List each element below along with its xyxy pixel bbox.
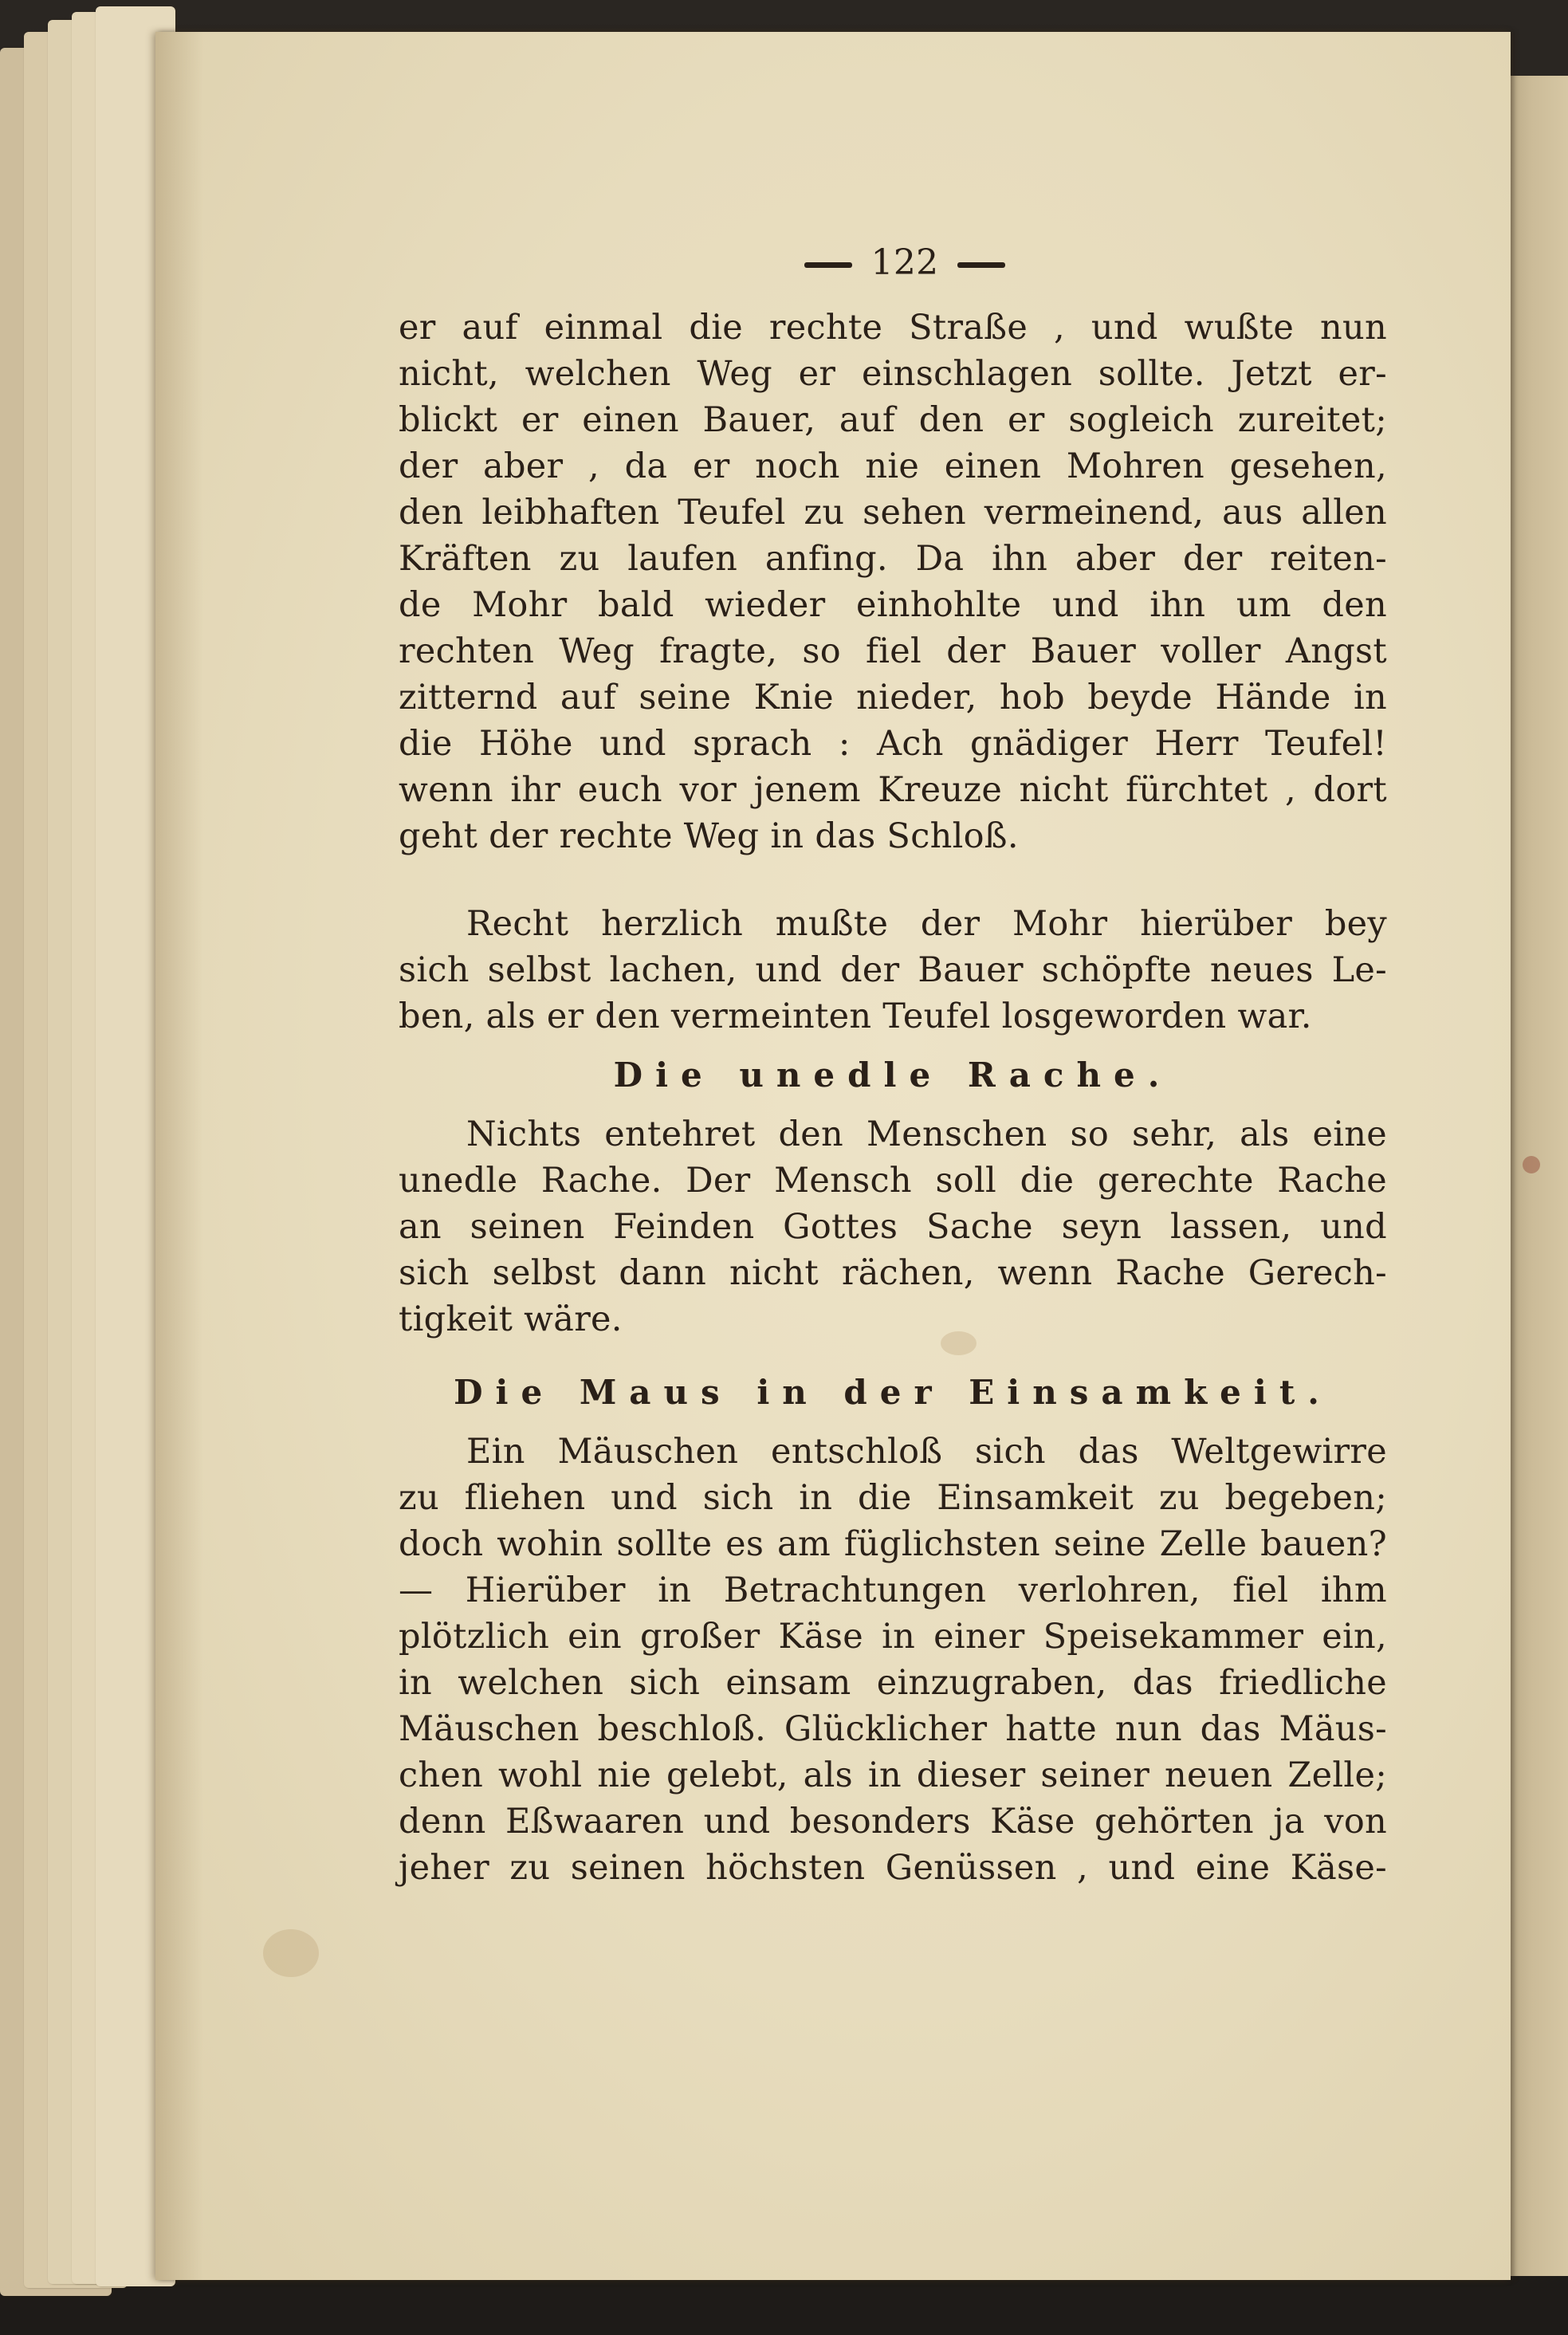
text-line: sich selbst dann nicht rächen, wenn Rache Gerech-: [399, 1253, 1387, 1293]
facing-page-edge: [1507, 76, 1568, 2276]
header-ornament-right: [957, 262, 1005, 268]
text-line: zitternd auf seine Knie nieder, hob beyde Hände in: [399, 678, 1387, 717]
header-ornament-left: [804, 262, 852, 268]
page-header: [422, 231, 1387, 295]
text-line: an seinen Feinden Gottes Sache seyn lassen, und: [399, 1207, 1387, 1247]
text-line: nicht, welchen Weg er einschlagen sollte. Jetzt er-: [399, 354, 1387, 394]
section-heading: Die unedle Rache.: [613, 1055, 1173, 1095]
text-line: die Höhe und sprach : Ach gnädiger Herr Teufel!: [399, 724, 1387, 764]
text-line: der aber , da er noch nie einen Mohren gesehen,: [399, 446, 1387, 486]
page-stain: [263, 1929, 319, 1977]
text-line: sich selbst lachen, und der Bauer schöpfte neues Le-: [399, 950, 1387, 990]
text-line: jeher zu seinen höchsten Genüssen , und eine Käse-: [399, 1848, 1387, 1888]
paragraph: [399, 1111, 1387, 1342]
text-line: Ein Mäuschen entschloß sich das Weltgewirre: [466, 1432, 1387, 1472]
page-stain: [1523, 1156, 1540, 1173]
section-heading: Die Maus in der Einsamkeit.: [454, 1373, 1332, 1412]
text-line: Kräften zu laufen anfing. Da ihn aber der reiten-: [399, 539, 1387, 579]
paragraph-gap: [399, 1342, 1387, 1357]
text-line: Nichts entehret den Menschen so sehr, als eine: [466, 1114, 1387, 1154]
paragraph-gap: [399, 859, 1387, 901]
text-line: plötzlich ein großer Käse in einer Speisekammer ein,: [399, 1617, 1387, 1657]
text-line: in welchen sich einsam einzugraben, das friedliche: [399, 1663, 1387, 1703]
text-line: blickt er einen Bauer, auf den er sogleich zureitet;: [399, 400, 1387, 440]
text-line: de Mohr bald wieder einhohlte und ihn um den: [399, 585, 1387, 625]
text-line: denn Eßwaaren und besonders Käse gehörten ja von: [399, 1802, 1387, 1842]
page-number: 122: [870, 242, 939, 283]
text-line: er auf einmal die rechte Straße , und wußte nun: [399, 308, 1387, 348]
text-line: — Hierüber in Betrachtungen verlohren, fiel ihm: [399, 1570, 1387, 1610]
text-line: geht der rechte Weg in das Schloß.: [399, 816, 1019, 856]
text-line: Recht herzlich mußte der Mohr hierüber bey: [466, 904, 1387, 944]
paragraph: [399, 305, 1387, 859]
text-line: doch wohin sollte es am füglichsten seine Zelle bauen?: [399, 1524, 1387, 1564]
gutter-shadow: [155, 32, 203, 2280]
text-line: den leibhaften Teufel zu sehen vermeinend, aus allen: [399, 493, 1387, 533]
text-line: unedle Rache. Der Mensch soll die gerechte Rache: [399, 1161, 1387, 1201]
text-line: ben, als er den vermeinten Teufel losgeworden war.: [399, 997, 1312, 1036]
text-line: wenn ihr euch vor jenem Kreuze nicht fürchtet , dort: [399, 770, 1387, 810]
text-line: Mäuschen beschloß. Glücklicher hatte nun das Mäus-: [399, 1709, 1387, 1749]
page-text: [399, 231, 1387, 1891]
text-line: rechten Weg fragte, so fiel der Bauer voller Angst: [399, 631, 1387, 671]
text-line: chen wohl nie gelebt, als in dieser seiner neuen Zelle;: [399, 1755, 1387, 1795]
text-line: zu fliehen und sich in die Einsamkeit zu begeben;: [399, 1478, 1387, 1518]
paragraph: [399, 901, 1387, 1040]
text-line: tigkeit wäre.: [399, 1299, 623, 1339]
paragraph: [399, 1429, 1387, 1891]
